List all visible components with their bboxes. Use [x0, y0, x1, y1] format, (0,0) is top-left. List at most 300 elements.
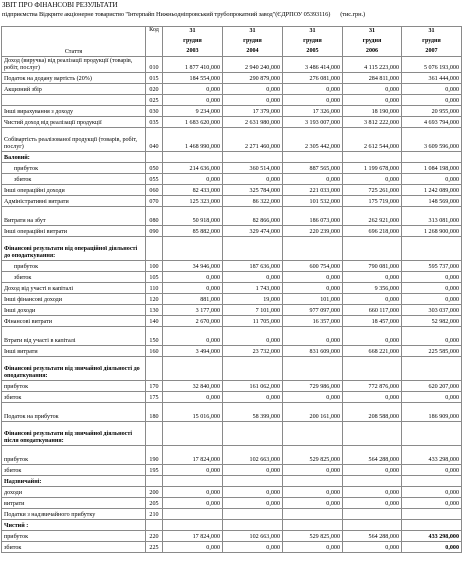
- row-code: 015: [146, 73, 163, 84]
- value-cell: 17 824,000: [163, 531, 223, 542]
- value-cell: 0,000: [283, 487, 343, 498]
- row-label: Податок на прибуток: [2, 403, 146, 422]
- value-cell: 313 081,000: [402, 207, 462, 226]
- row-code: [146, 152, 163, 163]
- value-cell: [163, 422, 223, 446]
- value-cell: 303 037,000: [402, 305, 462, 316]
- row-code: 160: [146, 346, 163, 357]
- row-code: 110: [146, 283, 163, 294]
- row-label: Втрати від участі в капіталі: [2, 327, 146, 346]
- report-subtitle: [2, 11, 365, 18]
- value-cell: 101 532,000: [283, 196, 343, 207]
- value-cell: 221 033,000: [283, 185, 343, 196]
- value-cell: 34 946,000: [163, 261, 223, 272]
- value-cell: 0,000: [223, 392, 283, 403]
- value-cell: 0,000: [163, 487, 223, 498]
- value-cell: 0,000: [163, 283, 223, 294]
- row-code: [146, 476, 163, 487]
- value-cell: 20 955,000: [402, 106, 462, 117]
- row-code: 055: [146, 174, 163, 185]
- value-cell: 0,000: [283, 272, 343, 283]
- row-code: 225: [146, 542, 163, 553]
- table-row: [2, 357, 462, 381]
- row-label: Чистий доход від реалізації продукції: [2, 117, 146, 128]
- value-cell: 15 016,000: [163, 403, 223, 422]
- value-cell: 0,000: [402, 327, 462, 346]
- row-code: 195: [146, 465, 163, 476]
- value-cell: 0,000: [223, 327, 283, 346]
- value-cell: 2 305 442,000: [283, 128, 343, 152]
- value-cell: 2 940 240,000: [223, 57, 283, 73]
- value-cell: 220 239,000: [283, 226, 343, 237]
- value-cell: 19,000: [223, 294, 283, 305]
- table-row: [2, 542, 462, 553]
- table-row: [2, 422, 462, 446]
- value-cell: 361 444,000: [402, 73, 462, 84]
- value-cell: [283, 357, 343, 381]
- row-label: Інші вирахування з доходу: [2, 106, 146, 117]
- row-label: витрати: [2, 498, 146, 509]
- value-cell: 262 921,000: [343, 207, 402, 226]
- table-row: [2, 261, 462, 272]
- value-cell: [163, 520, 223, 531]
- value-cell: 4 115 223,000: [343, 57, 402, 73]
- value-cell: 0,000: [223, 542, 283, 553]
- row-code: 020: [146, 84, 163, 95]
- value-cell: 0,000: [343, 487, 402, 498]
- table-row: [2, 509, 462, 520]
- value-cell: 433 298,000: [402, 531, 462, 542]
- value-cell: 329 474,000: [223, 226, 283, 237]
- row-code: 040: [146, 128, 163, 152]
- value-cell: [402, 476, 462, 487]
- financial-results-table: [1, 26, 462, 553]
- value-cell: 668 221,000: [343, 346, 402, 357]
- value-cell: 7 101,000: [223, 305, 283, 316]
- value-cell: 0,000: [343, 272, 402, 283]
- value-cell: 0,000: [402, 498, 462, 509]
- row-label: Інші витрати: [2, 346, 146, 357]
- row-label: Фінансові результати від звичайної діяльності до оподаткування:: [2, 357, 146, 381]
- value-cell: [223, 152, 283, 163]
- value-cell: 161 062,000: [223, 381, 283, 392]
- table-row: [2, 95, 462, 106]
- value-cell: 0,000: [163, 174, 223, 185]
- row-label: Податки з надзвичайного прибутку: [2, 509, 146, 520]
- value-cell: [283, 422, 343, 446]
- row-label: Собівартість реалізованої продукції (товарів, робіт, послуг): [2, 128, 146, 152]
- value-cell: 0,000: [402, 283, 462, 294]
- table-row: [2, 316, 462, 327]
- row-label: збиток: [2, 272, 146, 283]
- value-cell: 187 636,000: [223, 261, 283, 272]
- row-label: Інші доходи: [2, 305, 146, 316]
- row-code: 035: [146, 117, 163, 128]
- value-cell: 3 609 596,000: [402, 128, 462, 152]
- row-label: прибуток: [2, 261, 146, 272]
- table-row: [2, 487, 462, 498]
- value-cell: 0,000: [163, 272, 223, 283]
- value-cell: 0,000: [223, 174, 283, 185]
- row-code: 010: [146, 57, 163, 73]
- value-cell: 23 732,000: [223, 346, 283, 357]
- value-cell: 620 207,000: [402, 381, 462, 392]
- value-cell: 290 879,000: [223, 73, 283, 84]
- value-cell: 0,000: [283, 84, 343, 95]
- value-cell: 0,000: [343, 465, 402, 476]
- header-month: грудня: [402, 37, 462, 47]
- row-code: 050: [146, 163, 163, 174]
- header-day: 31: [402, 27, 462, 37]
- value-cell: 0,000: [402, 487, 462, 498]
- row-code: 130: [146, 305, 163, 316]
- value-cell: 82 433,000: [163, 185, 223, 196]
- row-label: доходи: [2, 487, 146, 498]
- row-code: 105: [146, 272, 163, 283]
- value-cell: 50 918,000: [163, 207, 223, 226]
- value-cell: 0,000: [163, 542, 223, 553]
- value-cell: [402, 152, 462, 163]
- table-row: [2, 128, 462, 152]
- value-cell: [402, 422, 462, 446]
- row-label: прибуток: [2, 163, 146, 174]
- table-row: [2, 305, 462, 316]
- value-cell: [283, 152, 343, 163]
- value-cell: 0,000: [402, 174, 462, 185]
- value-cell: 529 825,000: [283, 531, 343, 542]
- value-cell: 564 288,000: [343, 531, 402, 542]
- row-label: Чистий :: [2, 520, 146, 531]
- row-code: [146, 422, 163, 446]
- value-cell: 102 663,000: [223, 531, 283, 542]
- value-cell: 184 554,000: [163, 73, 223, 84]
- value-cell: 0,000: [283, 542, 343, 553]
- value-cell: 3 486 414,000: [283, 57, 343, 73]
- value-cell: 564 288,000: [343, 446, 402, 465]
- value-cell: [343, 422, 402, 446]
- value-cell: 2 631 980,000: [223, 117, 283, 128]
- value-cell: 2 670,000: [163, 316, 223, 327]
- unit-label: (тис.грн.): [340, 11, 365, 18]
- value-cell: 1 683 620,000: [163, 117, 223, 128]
- value-cell: 16 357,000: [283, 316, 343, 327]
- value-cell: 0,000: [163, 392, 223, 403]
- row-code: 120: [146, 294, 163, 305]
- value-cell: 600 754,000: [283, 261, 343, 272]
- value-cell: [402, 237, 462, 261]
- value-cell: 0,000: [283, 465, 343, 476]
- row-label: Інші операційні витрати: [2, 226, 146, 237]
- value-cell: 175 719,000: [343, 196, 402, 207]
- value-cell: 276 081,000: [283, 73, 343, 84]
- row-code: 150: [146, 327, 163, 346]
- value-cell: 17 824,000: [163, 446, 223, 465]
- value-cell: 1 084 198,000: [402, 163, 462, 174]
- table-row: [2, 174, 462, 185]
- header-month: грудня: [343, 37, 402, 47]
- header-year: 2005: [283, 47, 343, 57]
- value-cell: 0,000: [402, 465, 462, 476]
- row-label: Інші фінансові доходи: [2, 294, 146, 305]
- value-cell: [283, 509, 343, 520]
- header-day: 31: [343, 27, 402, 37]
- row-label: прибуток: [2, 446, 146, 465]
- value-cell: [163, 237, 223, 261]
- value-cell: 208 588,000: [343, 403, 402, 422]
- value-cell: 887 565,000: [283, 163, 343, 174]
- value-cell: 9 234,000: [163, 106, 223, 117]
- value-cell: [283, 237, 343, 261]
- value-cell: 977 097,000: [283, 305, 343, 316]
- value-cell: 0,000: [343, 294, 402, 305]
- header-day: 31: [283, 27, 343, 37]
- value-cell: 0,000: [163, 95, 223, 106]
- row-code: 090: [146, 226, 163, 237]
- value-cell: 9 356,000: [343, 283, 402, 294]
- value-cell: [402, 357, 462, 381]
- value-cell: 0,000: [163, 84, 223, 95]
- value-cell: [343, 357, 402, 381]
- row-label: Акцизний збір: [2, 84, 146, 95]
- header-month: грудня: [163, 37, 223, 47]
- row-label: Доход (виручка) від реалізації продукції (товарів, робіт, послуг): [2, 57, 146, 73]
- header-day: 31: [163, 27, 223, 37]
- value-cell: 148 569,000: [402, 196, 462, 207]
- value-cell: [163, 152, 223, 163]
- table-row: [2, 106, 462, 117]
- table-row: [2, 476, 462, 487]
- value-cell: [283, 476, 343, 487]
- table-row: [2, 446, 462, 465]
- value-cell: 772 876,000: [343, 381, 402, 392]
- row-code: [146, 520, 163, 531]
- value-cell: [223, 520, 283, 531]
- table-row: [2, 346, 462, 357]
- row-label: прибуток: [2, 381, 146, 392]
- row-label: Інші операційні доходи: [2, 185, 146, 196]
- header-month: грудня: [223, 37, 283, 47]
- row-label: Валовий:: [2, 152, 146, 163]
- table-row: [2, 57, 462, 73]
- value-cell: 2 271 460,000: [223, 128, 283, 152]
- value-cell: 595 737,000: [402, 261, 462, 272]
- value-cell: 660 117,000: [343, 305, 402, 316]
- value-cell: 0,000: [283, 283, 343, 294]
- value-cell: 0,000: [283, 95, 343, 106]
- value-cell: 52 982,000: [402, 316, 462, 327]
- table-row: [2, 294, 462, 305]
- table-row: [2, 73, 462, 84]
- row-code: 025: [146, 95, 163, 106]
- value-cell: [343, 509, 402, 520]
- value-cell: 102 663,000: [223, 446, 283, 465]
- header-code: Код: [146, 27, 163, 57]
- value-cell: [343, 237, 402, 261]
- row-label: Надзвичайні:: [2, 476, 146, 487]
- value-cell: 1 877 410,000: [163, 57, 223, 73]
- value-cell: [223, 509, 283, 520]
- row-code: 220: [146, 531, 163, 542]
- row-label: збиток: [2, 174, 146, 185]
- row-code: 100: [146, 261, 163, 272]
- row-code: 180: [146, 403, 163, 422]
- value-cell: 433 298,000: [402, 446, 462, 465]
- row-label: збиток: [2, 465, 146, 476]
- value-cell: 101,000: [283, 294, 343, 305]
- table-row: [2, 520, 462, 531]
- value-cell: 0,000: [343, 392, 402, 403]
- table-row: [2, 531, 462, 542]
- value-cell: [223, 422, 283, 446]
- header-year: 2004: [223, 47, 283, 57]
- value-cell: 5 076 193,000: [402, 57, 462, 73]
- value-cell: 0,000: [163, 465, 223, 476]
- value-cell: [223, 237, 283, 261]
- value-cell: 3 812 222,000: [343, 117, 402, 128]
- value-cell: 0,000: [402, 542, 462, 553]
- row-code: 080: [146, 207, 163, 226]
- value-cell: 18 190,000: [343, 106, 402, 117]
- value-cell: 17 379,000: [223, 106, 283, 117]
- value-cell: 0,000: [283, 174, 343, 185]
- value-cell: 0,000: [283, 327, 343, 346]
- value-cell: 0,000: [343, 542, 402, 553]
- header-day: 31: [223, 27, 283, 37]
- value-cell: 0,000: [402, 95, 462, 106]
- value-cell: 214 636,000: [163, 163, 223, 174]
- row-label: [2, 95, 146, 106]
- value-cell: [163, 509, 223, 520]
- row-code: 060: [146, 185, 163, 196]
- value-cell: [402, 509, 462, 520]
- row-code: 030: [146, 106, 163, 117]
- table-row: [2, 392, 462, 403]
- value-cell: 4 693 794,000: [402, 117, 462, 128]
- value-cell: 0,000: [402, 294, 462, 305]
- value-cell: [402, 520, 462, 531]
- value-cell: 225 585,000: [402, 346, 462, 357]
- row-label: Витрати на збут: [2, 207, 146, 226]
- value-cell: 3 494,000: [163, 346, 223, 357]
- value-cell: 3 177,000: [163, 305, 223, 316]
- value-cell: 0,000: [402, 272, 462, 283]
- row-label: прибуток: [2, 531, 146, 542]
- value-cell: 529 825,000: [283, 446, 343, 465]
- table-row: [2, 327, 462, 346]
- row-label: Фінансові результати від операційної діяльності до оподаткування:: [2, 237, 146, 261]
- value-cell: [223, 357, 283, 381]
- header-year: 2007: [402, 47, 462, 57]
- row-code: 190: [146, 446, 163, 465]
- value-cell: 360 514,000: [223, 163, 283, 174]
- value-cell: 18 457,000: [343, 316, 402, 327]
- value-cell: 790 081,000: [343, 261, 402, 272]
- value-cell: 0,000: [283, 392, 343, 403]
- table-row: [2, 152, 462, 163]
- value-cell: [163, 357, 223, 381]
- table-row: [2, 185, 462, 196]
- value-cell: 1 242 089,000: [402, 185, 462, 196]
- table-row: [2, 237, 462, 261]
- value-cell: 186 073,000: [283, 207, 343, 226]
- value-cell: 881,000: [163, 294, 223, 305]
- value-cell: 0,000: [402, 84, 462, 95]
- value-cell: 0,000: [223, 487, 283, 498]
- row-code: [146, 357, 163, 381]
- value-cell: 11 705,000: [223, 316, 283, 327]
- value-cell: 831 609,000: [283, 346, 343, 357]
- value-cell: 0,000: [223, 465, 283, 476]
- value-cell: 86 322,000: [223, 196, 283, 207]
- company-line: підприємства Відкрите акціонерне товариство "Інтерпайп Нижньодніпровський трубопрокатний завод"(ЄДРПОУ 05393116): [2, 11, 331, 18]
- table-row: [2, 403, 462, 422]
- value-cell: [343, 476, 402, 487]
- value-cell: 0,000: [223, 272, 283, 283]
- value-cell: 325 784,000: [223, 185, 283, 196]
- row-code: [146, 237, 163, 261]
- value-cell: 696 218,000: [343, 226, 402, 237]
- table-row: [2, 283, 462, 294]
- row-label: Адміністративні витрати: [2, 196, 146, 207]
- value-cell: 1 199 678,000: [343, 163, 402, 174]
- value-cell: 0,000: [223, 498, 283, 509]
- row-label: Фінансові витрати: [2, 316, 146, 327]
- value-cell: 0,000: [343, 498, 402, 509]
- value-cell: 0,000: [343, 84, 402, 95]
- header-row-day: [2, 27, 462, 37]
- value-cell: 0,000: [343, 95, 402, 106]
- value-cell: 0,000: [402, 392, 462, 403]
- header-article: Стаття: [2, 27, 146, 57]
- value-cell: 0,000: [343, 174, 402, 185]
- row-code: 210: [146, 509, 163, 520]
- table-body: [2, 57, 462, 553]
- value-cell: 186 909,000: [402, 403, 462, 422]
- value-cell: 0,000: [223, 95, 283, 106]
- row-code: 140: [146, 316, 163, 327]
- value-cell: [343, 520, 402, 531]
- row-label: Податок на додану вартість (20%): [2, 73, 146, 84]
- row-label: Фінансові результати від звичайної діяльності після оподаткування:: [2, 422, 146, 446]
- table-row: [2, 163, 462, 174]
- table-row: [2, 498, 462, 509]
- value-cell: 32 840,000: [163, 381, 223, 392]
- header-year: 2006: [343, 47, 402, 57]
- row-code: 200: [146, 487, 163, 498]
- table-row: [2, 381, 462, 392]
- value-cell: 1 468 990,000: [163, 128, 223, 152]
- table-row: [2, 226, 462, 237]
- table-row: [2, 84, 462, 95]
- value-cell: 17 326,000: [283, 106, 343, 117]
- value-cell: 0,000: [283, 498, 343, 509]
- header-month: грудня: [283, 37, 343, 47]
- value-cell: 0,000: [163, 498, 223, 509]
- row-code: 170: [146, 381, 163, 392]
- table-row: [2, 207, 462, 226]
- header-year: 2003: [163, 47, 223, 57]
- report-title: ЗВІТ ПРО ФІНАНСОВІ РЕЗУЛЬТАТИ: [2, 1, 118, 9]
- value-cell: 85 882,000: [163, 226, 223, 237]
- value-cell: 284 811,000: [343, 73, 402, 84]
- value-cell: 3 193 007,000: [283, 117, 343, 128]
- value-cell: 729 986,000: [283, 381, 343, 392]
- value-cell: [163, 476, 223, 487]
- row-code: 175: [146, 392, 163, 403]
- table-row: [2, 272, 462, 283]
- row-label: Доход від участі в капіталі: [2, 283, 146, 294]
- value-cell: 0,000: [343, 327, 402, 346]
